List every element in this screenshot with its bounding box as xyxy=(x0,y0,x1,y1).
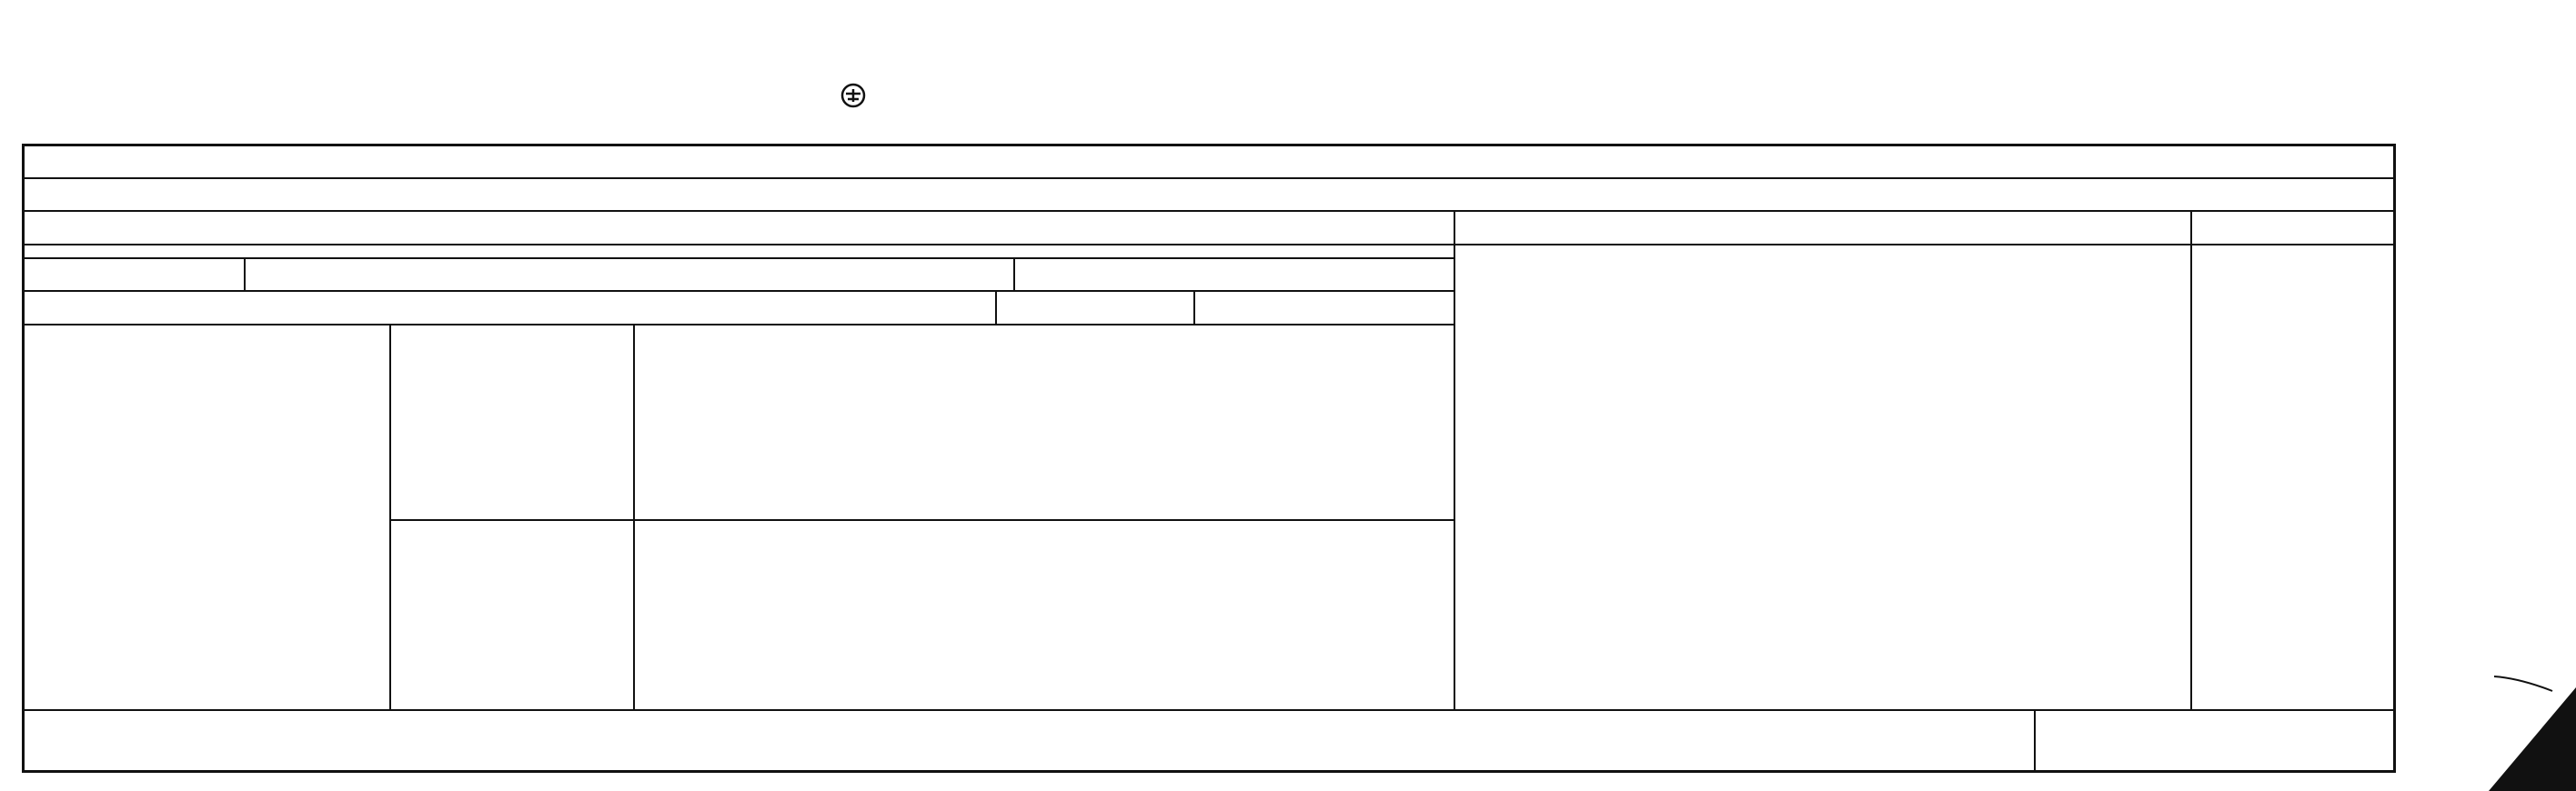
documento-field xyxy=(251,261,262,293)
barcode xyxy=(1492,73,2209,135)
logo-icon xyxy=(835,82,871,113)
pen-stroke xyxy=(2492,671,2556,698)
guide-frame xyxy=(22,144,2396,773)
admision-field xyxy=(1022,261,1033,293)
certipostal-logo xyxy=(826,82,880,117)
page-corner-fold xyxy=(2489,687,2576,791)
